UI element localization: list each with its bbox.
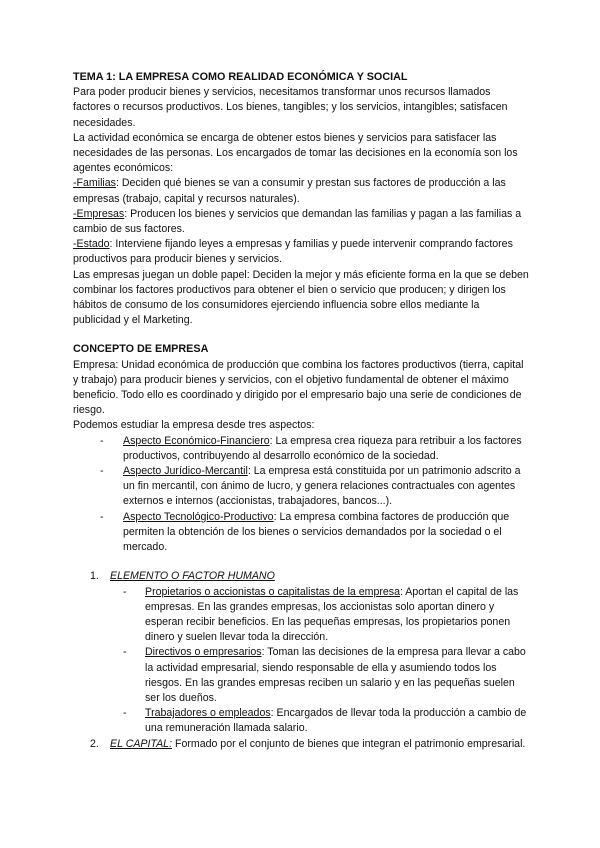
element-title: ELEMENTO O FACTOR HUMANO	[110, 570, 275, 583]
intro-paragraph-2: La actividad económica se encarga de obtener estos bienes y servicios para satisfacer las necesidades de las personas. Los encargados de tomar las decisiones en la economía son los agentes económicos:	[73, 131, 518, 175]
subitem-term: Trabajadores o empleados	[145, 707, 271, 720]
aspect-text: : La empresa combina factores de producción que permiten la obtención de los bienes o servicios demandados por la sociedad o el mercado.	[123, 510, 510, 554]
aspect-term: Aspecto Jurídico-Mercantil	[123, 465, 248, 478]
aspect-text: : La empresa crea riqueza para retribuir a los factores productivos, contribuyendo al desarrollo económico de la sociedad.	[123, 434, 522, 462]
intro-paragraph-1: Para poder producir bienes y servicios, necesitamos transformar unos recursos llamados factores o recursos productivos. Los bienes, tangibles; y los servicios, intangibles; satisfacen necesidades.	[73, 86, 508, 129]
empresa-definition: Empresa: Unidad económica de producción que combina los factores productivos (tierra, capital y trabajo) para producir bienes y servicios, con el objetivo fundamental de obtener el máximo beneficio. Todo ello es coordinado y dirigido por el empresario bajo una serie de condiciones de riesgo.	[73, 358, 524, 417]
section-title: CONCEPTO DE EMPRESA	[73, 343, 209, 356]
element-text: Formado por el conjunto de bienes que integran el patrimonio empresarial.	[172, 737, 526, 750]
subitem-text: : Aportan el capital de las empresas. En las grandes empresas, los accionistas solo aportan dinero y esperan recibir beneficios. En las pequeñas empresas, los propietarios ponen dinero y suelen llevar toda la dirección.	[145, 585, 519, 644]
list-item	[123, 464, 529, 510]
document-title: TEMA 1: LA EMPRESA COMO REALIDAD ECONÓMICA Y SOCIAL	[73, 71, 408, 83]
aspect-text: : La empresa está constituida por un patrimonio adscrito a un fin mercantil, con ánimo de lucro, y genera relaciones contractuales con agentes externos e internos (accionistas, trabajadores, bancos...).	[123, 465, 521, 508]
agent-term: -Empresas	[73, 207, 125, 220]
agent-text: : Producen los bienes y servicios que demandan las familias y pagan a las familias a cambio de sus factores.	[73, 207, 522, 236]
list-number: 1.	[90, 570, 99, 583]
agent-estado	[73, 237, 529, 267]
intro-paragraph-3: Las empresas juegan un doble papel: Deciden la mejor y más eficiente forma en la que se deben combinar los factores productivos para obtener el bien o servicio que producen; y dirigen los hábitos de consumo de los consumidores ejerciendo influencia sobre ellos mediante la publicidad y el Marketing.	[73, 268, 529, 327]
aspects-intro: Podemos estudiar la empresa desde tres aspectos:	[73, 419, 315, 432]
agent-text: : Interviene fijando leyes a empresas y familias y puede intervenir comprando factores productivos para producir bienes y servicios.	[73, 238, 513, 266]
element-title: EL CAPITAL:	[110, 737, 173, 750]
subitem-term: Propietarios o accionistas o capitalistas de la empresa	[145, 585, 400, 598]
list-item	[145, 645, 529, 706]
agent-empresas	[73, 207, 529, 237]
subitem-text: : Encargados de llevar toda la producción a cambio de una remuneración llamada salario.	[145, 707, 527, 735]
subitem-text: : Toman las decisiones de la empresa para llevar a cabo la actividad empresarial, siendo responsable de ella y asumiendo todos los riesgos. En las grandes empresas reciben un salario y en las pequeñas suelen ser los dueños.	[145, 646, 526, 704]
list-item	[145, 706, 529, 736]
list-item	[145, 585, 529, 646]
subitem-term: Directivos o empresarios	[145, 646, 262, 659]
list-item	[123, 434, 529, 464]
aspects-list	[73, 434, 529, 556]
agent-term: -Familias	[73, 177, 116, 190]
agent-term: -Estado	[73, 238, 110, 251]
element-capital	[90, 737, 529, 752]
human-factor-sublist	[110, 585, 529, 737]
element-human-factor	[90, 569, 529, 736]
list-number: 2.	[90, 737, 99, 750]
aspect-term: Aspecto Económico-Financiero	[123, 434, 270, 447]
list-item	[123, 510, 529, 556]
agent-familias	[73, 176, 529, 206]
document-content	[73, 70, 529, 752]
aspect-term: Aspecto Tecnológico-Productivo	[123, 510, 274, 523]
agent-text: : Deciden qué bienes se van a consumir y prestan sus factores de producción a las empresas (trabajo, capital y recursos naturales).	[73, 177, 506, 205]
elements-list	[73, 569, 529, 751]
